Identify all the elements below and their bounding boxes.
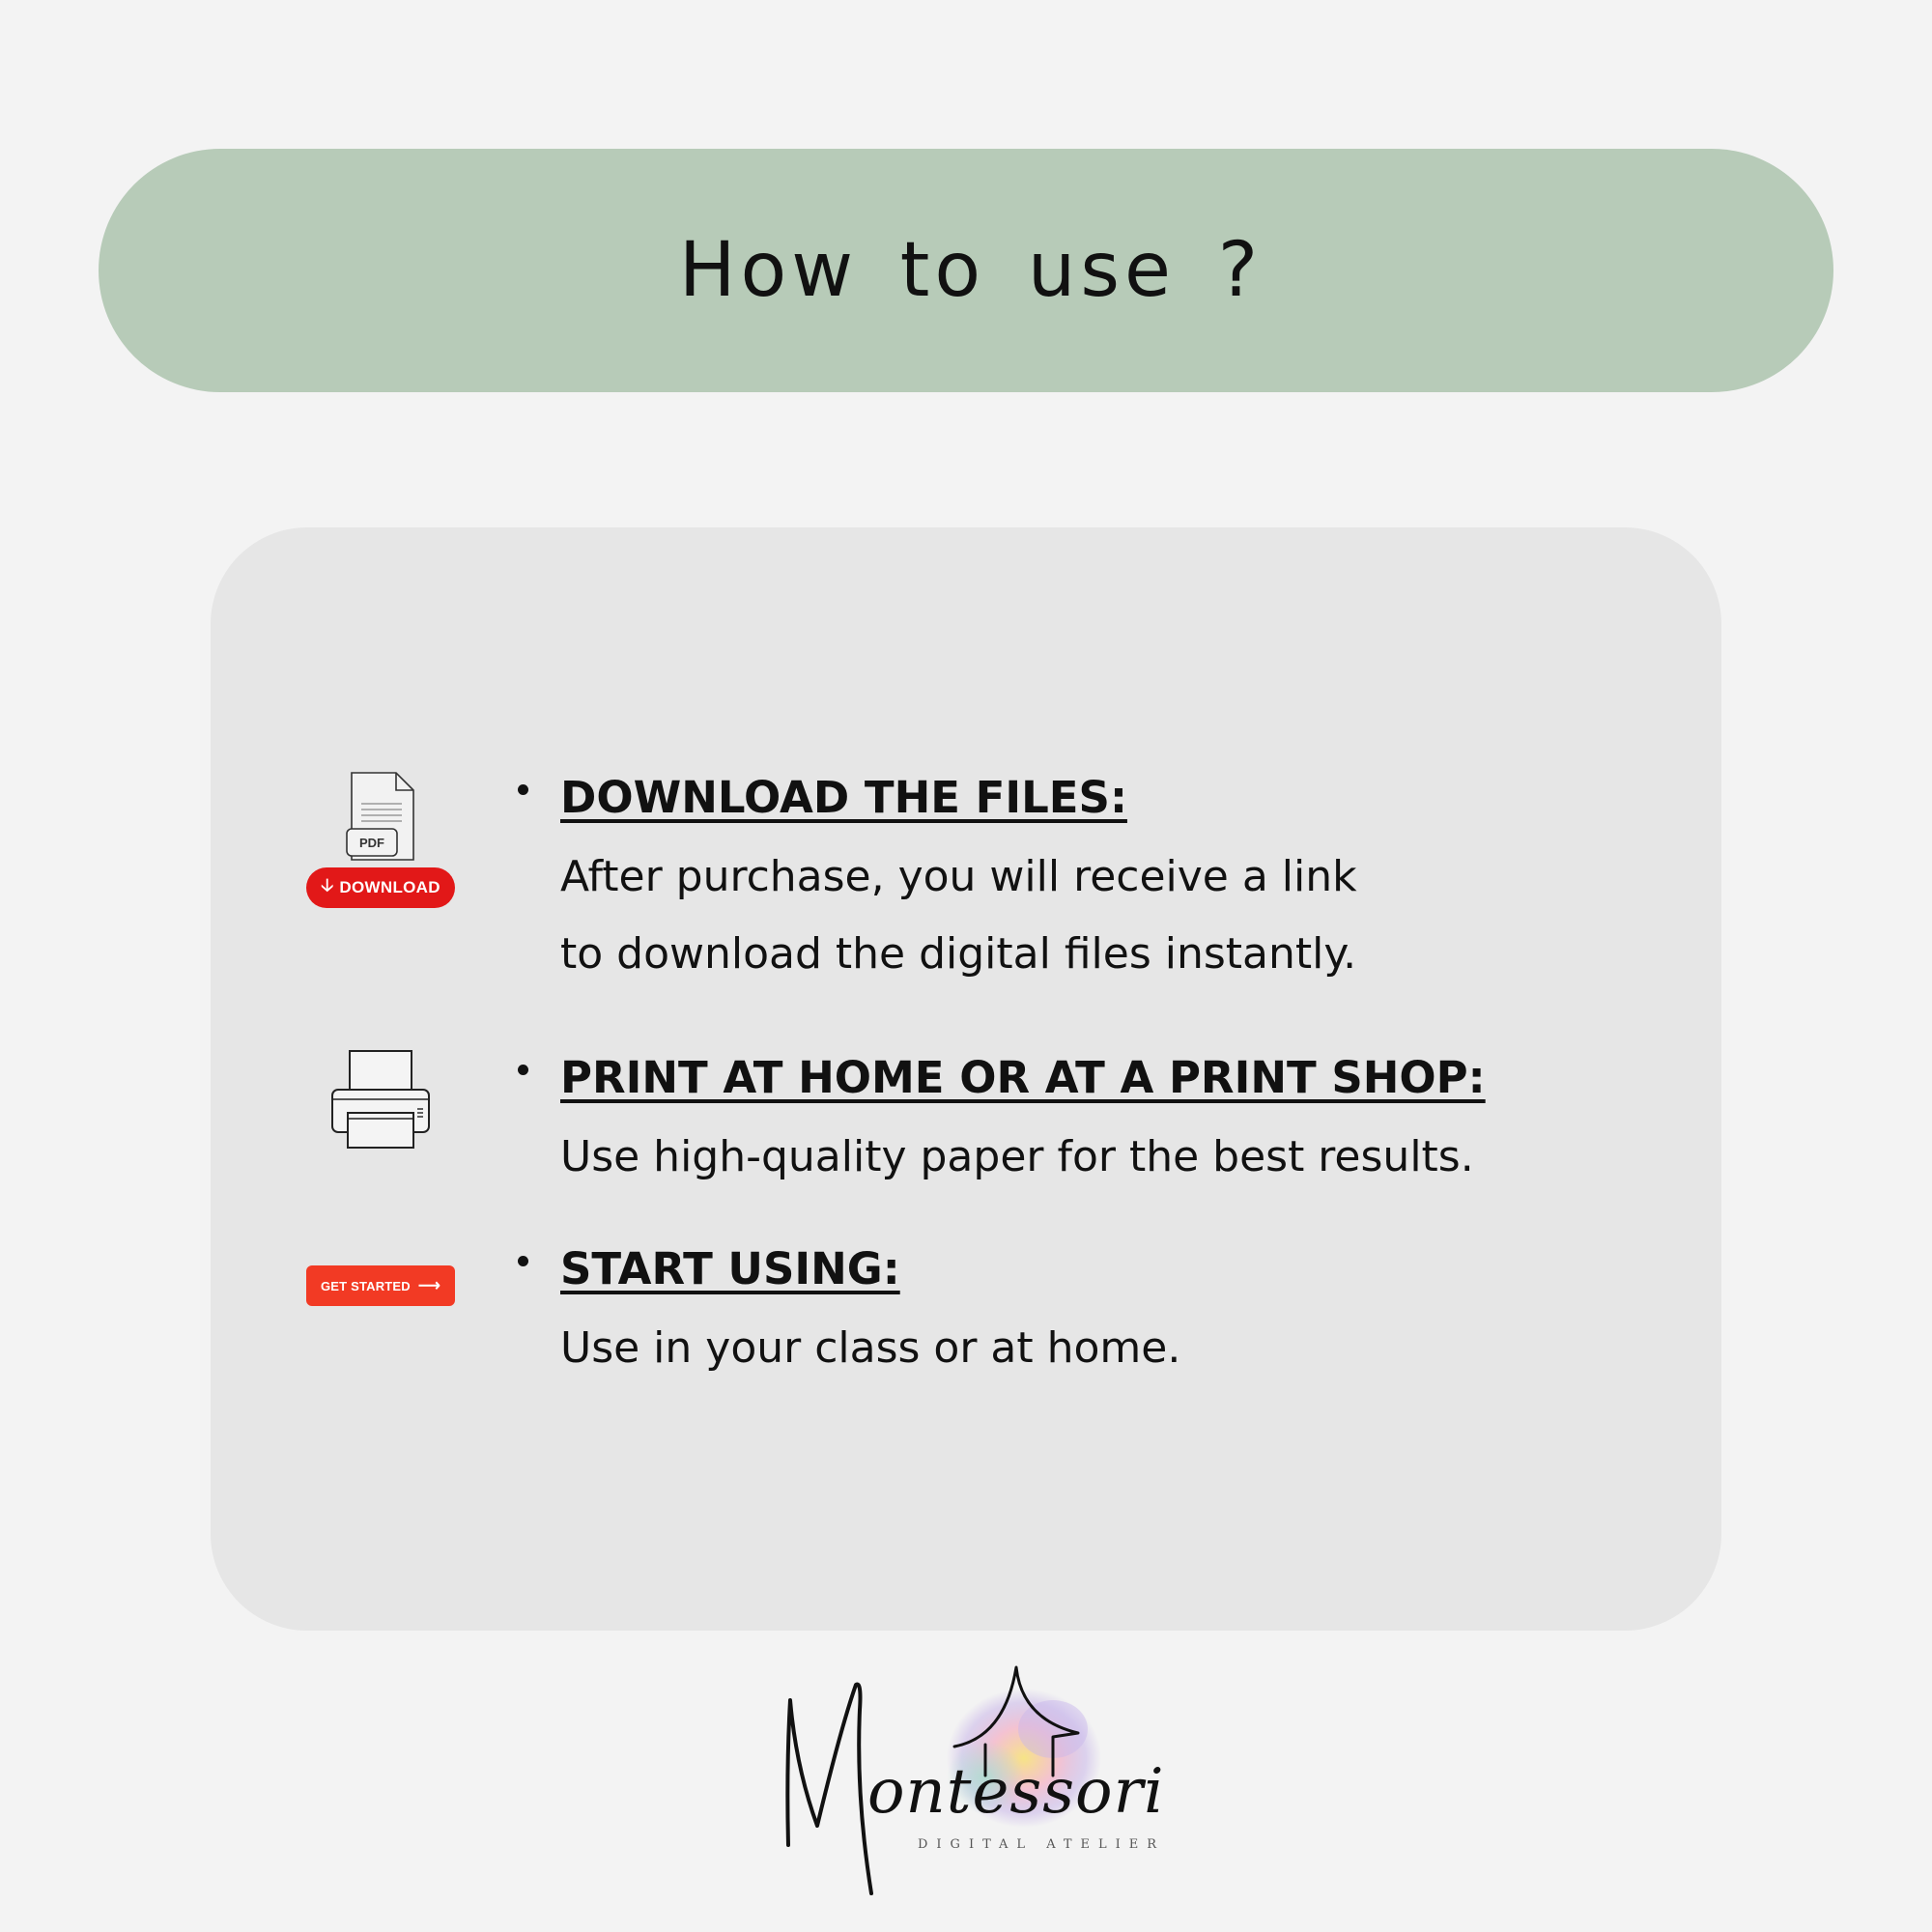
step-body-line: Use high-quality paper for the best results. <box>560 1132 1474 1181</box>
get-started-button[interactable] <box>306 1265 455 1306</box>
download-button-label: DOWNLOAD <box>339 878 440 896</box>
brand-logo <box>763 1652 1169 1903</box>
printer-icon <box>330 1049 431 1150</box>
page-title: How to use ? <box>678 227 1264 314</box>
pdf-label: PDF <box>359 836 384 850</box>
step-body-line: to download the digital files instantly. <box>560 929 1357 979</box>
bullet-dot <box>518 1065 528 1075</box>
step-start-text <box>560 1242 1683 1387</box>
step-body-line: Use in your class or at home. <box>560 1323 1181 1373</box>
header-banner <box>99 149 1833 392</box>
bullet-dot <box>518 784 528 795</box>
download-button[interactable] <box>306 867 455 908</box>
pdf-file-icon <box>346 771 419 864</box>
montessori-logo-icon <box>763 1652 1169 1903</box>
arrow-right-icon: ⟶ <box>417 1278 441 1294</box>
step-body-line: After purchase, you will receive a link <box>560 852 1357 901</box>
step-download-text <box>560 771 1683 993</box>
step-heading: PRINT AT HOME OR AT A PRINT SHOP: <box>560 1052 1486 1103</box>
logo-wordmark: ontessori <box>867 1756 1165 1828</box>
step-heading: DOWNLOAD THE FILES: <box>560 772 1127 823</box>
instructions-card <box>211 527 1721 1631</box>
step-body <box>560 1310 1683 1387</box>
get-started-label: GET STARTED <box>320 1278 411 1293</box>
step-body <box>560 838 1683 993</box>
step-body <box>560 1119 1683 1196</box>
step-heading: START USING: <box>560 1243 900 1294</box>
arrow-down-icon: 🡣 <box>321 875 334 895</box>
logo-tagline: DIGITAL ATELIER <box>918 1837 1166 1852</box>
bullet-dot <box>518 1256 528 1266</box>
step-print-text <box>560 1051 1683 1196</box>
